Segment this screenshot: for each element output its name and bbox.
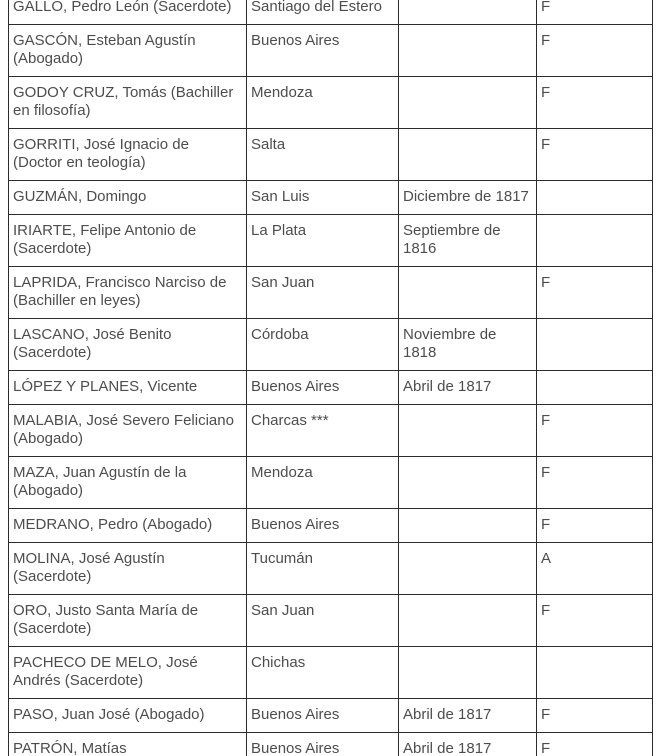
table-row <box>9 509 653 543</box>
deputy-name-cell: PASO, Juan José (Abogado) <box>9 699 247 733</box>
province-cell: Buenos Aires <box>247 25 399 77</box>
table-row <box>9 319 653 371</box>
date-cell <box>399 647 537 699</box>
province-cell: San Luis <box>247 181 399 215</box>
mark-cell: F <box>537 509 653 543</box>
province-cell: Salta <box>247 129 399 181</box>
deputy-name-cell: GUZMÁN, Domingo <box>9 181 247 215</box>
date-cell: Abril de 1817 <box>399 733 537 756</box>
province-cell: Buenos Aires <box>247 733 399 756</box>
mark-cell: F <box>537 77 653 129</box>
date-cell <box>399 595 537 647</box>
date-cell <box>399 0 537 25</box>
table-row <box>9 457 653 509</box>
mark-cell: F <box>537 457 653 509</box>
mark-cell <box>537 181 653 215</box>
table-row <box>9 405 653 457</box>
mark-cell: F <box>537 267 653 319</box>
mark-cell: F <box>537 129 653 181</box>
deputy-name-cell: GASCÓN, Esteban Agustín (Abogado) <box>9 25 247 77</box>
mark-cell <box>537 371 653 405</box>
table-row <box>9 699 653 733</box>
date-cell <box>399 25 537 77</box>
deputy-name-cell: GALLO, Pedro León (Sacerdote) <box>9 0 247 25</box>
deputy-name-cell: LÓPEZ Y PLANES, Vicente <box>9 371 247 405</box>
mark-cell: F <box>537 25 653 77</box>
mark-cell: F <box>537 733 653 756</box>
table-row <box>9 733 653 756</box>
province-cell: Mendoza <box>247 457 399 509</box>
date-cell: Septiembre de 1816 <box>399 215 537 267</box>
mark-cell <box>537 215 653 267</box>
province-cell: Buenos Aires <box>247 699 399 733</box>
date-cell <box>399 405 537 457</box>
deputy-name-cell: MEDRANO, Pedro (Abogado) <box>9 509 247 543</box>
deputy-name-cell: GORRITI, José Ignacio de (Doctor en teología) <box>9 129 247 181</box>
deputy-name-cell: MAZA, Juan Agustín de la (Abogado) <box>9 457 247 509</box>
date-cell <box>399 267 537 319</box>
date-cell <box>399 509 537 543</box>
deputy-name-cell: PATRÓN, Matías <box>9 733 247 756</box>
province-cell: Santiago del Estero <box>247 0 399 25</box>
table-row <box>9 215 653 267</box>
deputy-name-cell: IRIARTE, Felipe Antonio de (Sacerdote) <box>9 215 247 267</box>
province-cell: Buenos Aires <box>247 509 399 543</box>
mark-cell <box>537 647 653 699</box>
mark-cell: F <box>537 699 653 733</box>
table-row <box>9 181 653 215</box>
deputies-table <box>8 0 653 756</box>
table-row <box>9 371 653 405</box>
province-cell: Mendoza <box>247 77 399 129</box>
table-row <box>9 77 653 129</box>
date-cell: Abril de 1817 <box>399 699 537 733</box>
deputy-name-cell: GODOY CRUZ, Tomás (Bachiller en filosofía) <box>9 77 247 129</box>
table-row <box>9 595 653 647</box>
province-cell: La Plata <box>247 215 399 267</box>
province-cell: San Juan <box>247 267 399 319</box>
date-cell <box>399 457 537 509</box>
deputy-name-cell: PACHECO DE MELO, José Andrés (Sacerdote) <box>9 647 247 699</box>
date-cell: Noviembre de 1818 <box>399 319 537 371</box>
province-cell: Charcas *** <box>247 405 399 457</box>
table-row <box>9 647 653 699</box>
mark-cell: F <box>537 0 653 25</box>
deputy-name-cell: MALABIA, José Severo Feliciano (Abogado) <box>9 405 247 457</box>
date-cell <box>399 77 537 129</box>
province-cell: Buenos Aires <box>247 371 399 405</box>
deputy-name-cell: LASCANO, José Benito (Sacerdote) <box>9 319 247 371</box>
mark-cell: F <box>537 405 653 457</box>
province-cell: Tucumán <box>247 543 399 595</box>
date-cell <box>399 543 537 595</box>
mark-cell <box>537 319 653 371</box>
date-cell <box>399 129 537 181</box>
table-row <box>9 267 653 319</box>
date-cell: Abril de 1817 <box>399 371 537 405</box>
table-row <box>9 543 653 595</box>
province-cell: Córdoba <box>247 319 399 371</box>
province-cell: Chichas <box>247 647 399 699</box>
mark-cell: A <box>537 543 653 595</box>
deputy-name-cell: MOLINA, José Agustín (Sacerdote) <box>9 543 247 595</box>
province-cell: San Juan <box>247 595 399 647</box>
mark-cell: F <box>537 595 653 647</box>
date-cell: Diciembre de 1817 <box>399 181 537 215</box>
deputy-name-cell: ORO, Justo Santa María de (Sacerdote) <box>9 595 247 647</box>
table-row <box>9 25 653 77</box>
table-row <box>9 0 653 25</box>
table-row <box>9 129 653 181</box>
deputy-name-cell: LAPRIDA, Francisco Narciso de (Bachiller en leyes) <box>9 267 247 319</box>
